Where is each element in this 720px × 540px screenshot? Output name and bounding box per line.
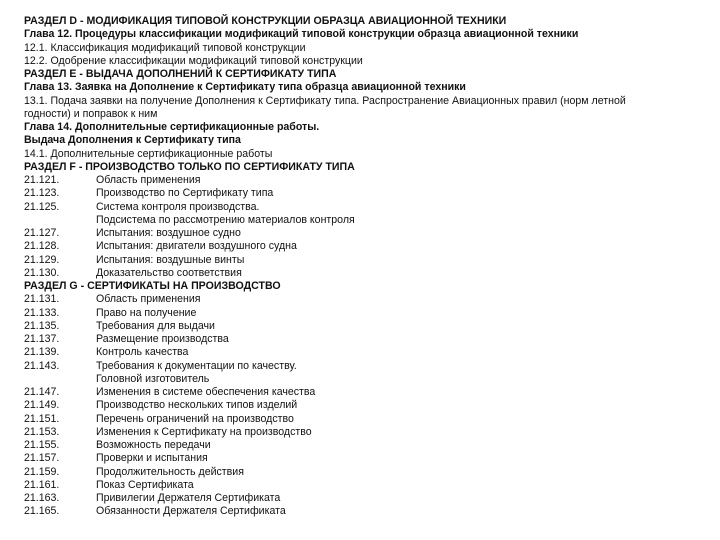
list-item xyxy=(24,187,704,200)
list-item xyxy=(24,426,704,439)
section-f-list xyxy=(24,174,704,280)
section-e-heading: РАЗДЕЛ E - ВЫДАЧА ДОПОЛНЕНИЙ К СЕРТИФИКАТУ ТИПА xyxy=(24,68,337,80)
item-text: Испытания: воздушные винты xyxy=(96,253,245,266)
item-13-1-cont: годности) и поправок к ним xyxy=(24,107,158,120)
chapter-13-heading: Глава 13. Заявка на Дополнение к Сертификату типа образца авиационной техники xyxy=(24,81,466,94)
section-d-heading: РАЗДЕЛ D - МОДИФИКАЦИЯ ТИПОВОЙ КОНСТРУКЦИИ ОБРАЗЦА АВИАЦИОННОЙ ТЕХНИКИ xyxy=(24,15,507,27)
item-text: Контроль качества xyxy=(96,346,189,359)
item-text: Головной изготовитель xyxy=(96,372,210,385)
item-text: Требования к документации по качеству. xyxy=(96,359,297,372)
list-item xyxy=(24,492,704,505)
item-text: Проверки и испытания xyxy=(96,452,208,465)
item-number: 21.163. xyxy=(24,492,60,504)
list-item xyxy=(24,505,704,518)
list-item xyxy=(24,399,704,412)
item-text: Продолжительность действия xyxy=(96,465,244,478)
list-item xyxy=(24,201,704,214)
chapter-14-subheading: Выдача Дополнения к Сертификату типа xyxy=(24,134,241,147)
item-text: Изменения в системе обеспечения качества xyxy=(96,386,316,398)
item-12-1: 12.1. Классификация модификаций типовой конструкции xyxy=(24,41,306,54)
item-number: 21.153. xyxy=(24,425,60,438)
section-g-heading: РАЗДЕЛ G - СЕРТИФИКАТЫ НА ПРОИЗВОДСТВО xyxy=(24,280,281,292)
item-text: Испытания: воздушное судно xyxy=(96,227,241,239)
list-item xyxy=(24,240,704,253)
item-number: 21.137. xyxy=(24,333,60,345)
list-item xyxy=(24,386,704,399)
item-number: 21.133. xyxy=(24,306,60,319)
list-item xyxy=(24,174,704,187)
list-item xyxy=(24,293,704,306)
item-number: 21.149. xyxy=(24,399,60,412)
item-text: Размещение производства xyxy=(96,333,229,345)
list-item xyxy=(24,413,704,426)
list-item xyxy=(24,439,704,452)
item-text: Требования для выдачи xyxy=(96,319,215,332)
item-text: Обязанности Держателя Сертификата xyxy=(96,505,286,518)
item-number: 21.129. xyxy=(24,253,60,266)
item-number: 21.130. xyxy=(24,266,60,279)
item-number: 21.139. xyxy=(24,346,60,359)
item-number: 21.128. xyxy=(24,240,60,253)
list-item xyxy=(24,333,704,346)
item-number: 21.123. xyxy=(24,187,60,200)
list-item xyxy=(24,373,704,386)
list-item xyxy=(24,479,704,492)
item-text: Производство по Сертификату типа xyxy=(96,187,274,200)
section-f-heading: РАЗДЕЛ F - ПРОИЗВОДСТВО ТОЛЬКО ПО СЕРТИФИКАТУ ТИПА xyxy=(24,160,355,173)
item-text: Изменения к Сертификату на производство xyxy=(96,425,312,438)
item-number: 21.121. xyxy=(24,174,60,186)
item-text: Перечень ограничений на производство xyxy=(96,412,294,425)
item-number: 21.143. xyxy=(24,359,60,372)
document-contents xyxy=(24,15,704,519)
list-item xyxy=(24,360,704,373)
item-number: 21.135. xyxy=(24,319,60,332)
item-14-1: 14.1. Дополнительные сертификационные работы xyxy=(24,147,273,160)
section-g-list xyxy=(24,293,704,518)
chapter-14-heading: Глава 14. Дополнительные сертификационные работы. xyxy=(24,121,320,133)
item-text: Доказательство соответствия xyxy=(96,266,242,279)
item-number: 21.127. xyxy=(24,227,60,239)
list-item xyxy=(24,320,704,333)
item-text: Привилегии Держателя Сертификата xyxy=(96,492,281,504)
item-text: Область применения xyxy=(96,174,201,186)
item-number: 21.165. xyxy=(24,505,60,518)
chapter-12-heading: Глава 12. Процедуры классификации модификаций типовой конструкции образца авиационной техники xyxy=(24,28,579,41)
list-item xyxy=(24,254,704,267)
item-number: 21.131. xyxy=(24,293,60,306)
item-13-1: 13.1. Подача заявки на получение Дополнения к Сертификату типа. Распространение Авиационных правил (норм летной xyxy=(24,94,626,107)
item-text: Область применения xyxy=(96,293,201,306)
list-item xyxy=(24,214,704,227)
list-item xyxy=(24,307,704,320)
list-item xyxy=(24,227,704,240)
list-item xyxy=(24,466,704,479)
item-number: 21.159. xyxy=(24,465,60,478)
list-item xyxy=(24,346,704,359)
item-text: Показ Сертификата xyxy=(96,478,194,491)
list-item xyxy=(24,267,704,280)
list-item xyxy=(24,452,704,465)
item-text: Право на получение xyxy=(96,306,197,319)
item-number: 21.157. xyxy=(24,452,60,465)
item-number: 21.161. xyxy=(24,478,60,491)
item-text: Производство нескольких типов изделий xyxy=(96,399,298,412)
item-text: Система контроля производства. xyxy=(96,200,260,213)
item-text: Подсистема по рассмотрению материалов контроля xyxy=(96,213,355,226)
item-number: 21.155. xyxy=(24,439,60,451)
item-number: 21.147. xyxy=(24,386,60,398)
item-12-2: 12.2. Одобрение классификации модификаций типовой конструкции xyxy=(24,54,363,67)
item-text: Возможность передачи xyxy=(96,439,211,451)
item-text: Испытания: двигатели воздушного судна xyxy=(96,240,297,253)
item-number: 21.151. xyxy=(24,412,60,425)
item-number: 21.125. xyxy=(24,200,60,213)
